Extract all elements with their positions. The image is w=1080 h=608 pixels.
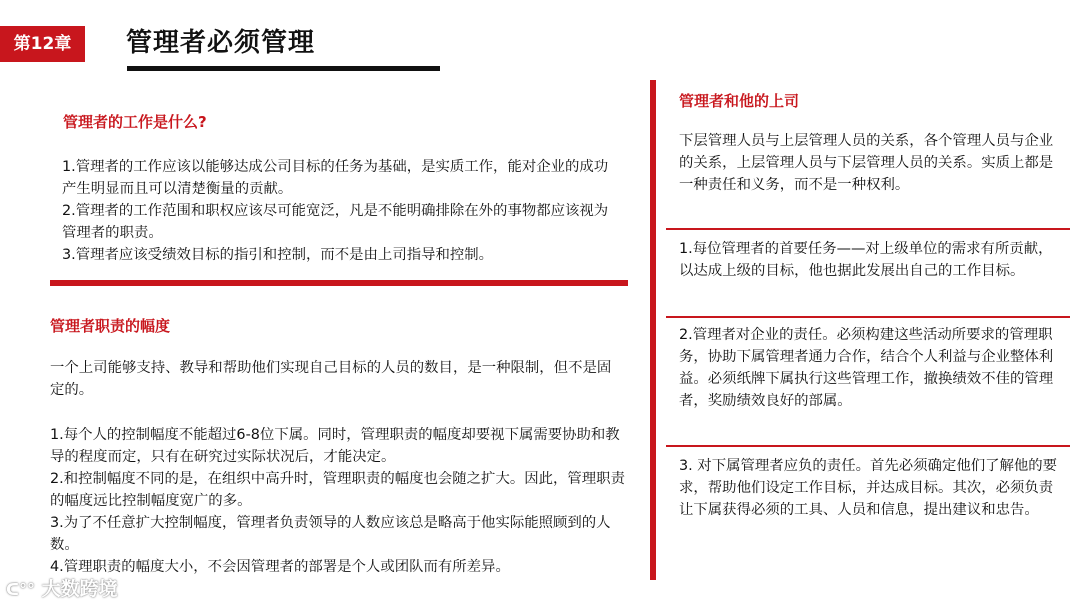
span-intro: 一个上司能够支持、教导和帮助他们实现自己目标的人员的数目，是一种限制，但不是固定的。 [50,360,612,398]
boss-intro: 下层管理人员与上层管理人员的关系，各个管理人员与企业的关系，上层管理人员与下层管理人员的关系。实质上都是一种责任和义务，而不是一种权利。 [679,133,1054,193]
span-list [50,424,630,578]
right-divider [666,445,1070,447]
list-item: 2.管理者的工作范围和职权应该尽可能宽泛，凡是不能明确排除在外的事物都应该视为管理者的职责。 [62,203,609,241]
column-separator [650,80,656,580]
list-item: 2.管理者对企业的责任。必须构建这些活动所要求的管理职务，协助下属管理者通力合作，结合个人利益与企业整体利益。必须纸牌下属执行这些管理工作，撤换绩效不佳的管理者，奖励绩效良好的部属。 [679,327,1054,409]
list-item: 3. 对下属管理者应负的责任。首先必须确定他们了解他的要求，帮助他们设定工作目标，并达成目标。其次，必须负责让下属获得必须的工具、人员和信息，提出建议和忠告。 [679,458,1058,518]
work-list [62,156,617,266]
section-heading-work: 管理者的工作是什么? [63,113,207,131]
list-item: 3.管理者应该受绩效目标的指引和控制，而不是由上司指导和控制。 [62,247,494,263]
watermark-text: 大数跨境 [41,578,118,600]
list-item: 4.管理职责的幅度大小，不会因管理者的部署是个人或团队而有所差异。 [50,559,510,575]
list-item: 1.每个人的控制幅度不能超过6-8位下属。同时，管理职责的幅度却要视下属需要协助和教导的程度而定，只有在研究过实际状况后，才能决定。 [50,427,620,465]
section-divider [50,280,628,286]
watermark-logo-icon: ᑕ°° [6,580,36,599]
right-divider [666,316,1070,318]
title-underline [127,66,440,71]
page-title: 管理者必须管理 [126,28,316,58]
list-item: 1.管理者的工作应该以能够达成公司目标的任务为基础，是实质工作，能对企业的成功产生明显而且可以清楚衡量的贡献。 [62,159,609,197]
chapter-badge: 第12章 [0,26,85,62]
right-divider [666,228,1070,230]
list-item: 1.每位管理者的首要任务——对上级单位的需求有所贡献，以达成上级的目标，他也据此发展出自己的工作目标。 [679,241,1053,279]
watermark [6,574,118,601]
section-heading-boss: 管理者和他的上司 [679,92,800,110]
section-heading-span: 管理者职责的幅度 [50,317,171,335]
list-item: 2.和控制幅度不同的是，在组织中高升时，管理职责的幅度也会随之扩大。因此，管理职责的幅度远比控制幅度宽广的多。 [50,471,625,509]
list-item: 3.为了不任意扩大控制幅度，管理者负责领导的人数应该总是略高于他实际能照顾到的人数。 [50,515,611,553]
